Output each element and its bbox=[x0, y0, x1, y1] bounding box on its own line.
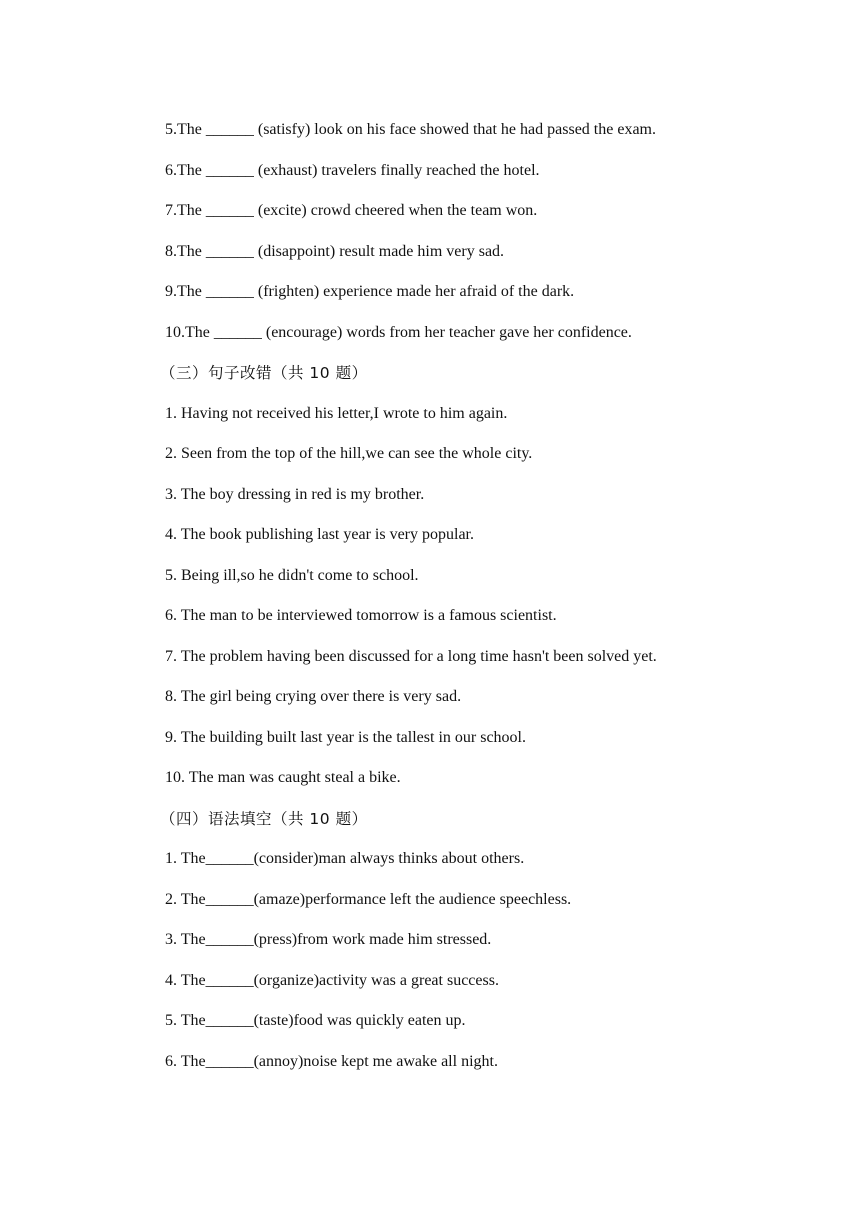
question-line: 2. The______(amaze)performance left the audience speechless. bbox=[165, 890, 572, 908]
question-line: 5. Being ill,so he didn't come to school. bbox=[165, 566, 419, 584]
question-line: 3. The______(press)from work made him stressed. bbox=[165, 931, 492, 948]
question-line: 10.The ______ (encourage) words from her teacher gave her confidence. bbox=[165, 323, 632, 341]
question-line: 7.The ______ (excite) crowd cheered when the team won. bbox=[165, 202, 538, 219]
question-line: 4. The______(organize)activity was a great success. bbox=[165, 971, 499, 989]
question-line: 3. The boy dressing in red is my brother. bbox=[165, 485, 425, 503]
question-line: 5.The ______ (satisfy) look on his face showed that he had passed the exam. bbox=[165, 121, 656, 138]
question-line: 6. The man to be interviewed tomorrow is a famous scientist. bbox=[165, 607, 557, 624]
question-line: 4. The book publishing last year is very popular. bbox=[165, 526, 474, 543]
question-line: 7. The problem having been discussed for a long time hasn't been solved yet. bbox=[165, 647, 657, 665]
question-line: 5. The______(taste)food was quickly eaten up. bbox=[165, 1012, 466, 1029]
question-line: 6.The ______ (exhaust) travelers finally reached the hotel. bbox=[165, 161, 540, 179]
question-line: 8.The ______ (disappoint) result made him very sad. bbox=[165, 242, 505, 260]
question-line: 6. The______(annoy)noise kept me awake all night. bbox=[165, 1052, 498, 1070]
question-line: 1. The______(consider)man always thinks about others. bbox=[165, 850, 525, 867]
question-line: 10. The man was caught steal a bike. bbox=[165, 769, 401, 786]
section-heading-sentence-correction: （三）句子改错（共 10 题） bbox=[160, 364, 368, 382]
question-line: 9. The building built last year is the tallest in our school. bbox=[165, 728, 526, 746]
section-heading-grammar-fill: （四）语法填空（共 10 题） bbox=[160, 809, 368, 828]
question-line: 2. Seen from the top of the hill,we can see the whole city. bbox=[165, 445, 533, 462]
question-line: 8. The girl being crying over there is very sad. bbox=[165, 688, 462, 705]
question-line: 9.The ______ (frighten) experience made her afraid of the dark. bbox=[165, 283, 575, 300]
document-page bbox=[160, 110, 725, 1082]
question-line: 1. Having not received his letter,I wrote to him again. bbox=[165, 404, 508, 422]
